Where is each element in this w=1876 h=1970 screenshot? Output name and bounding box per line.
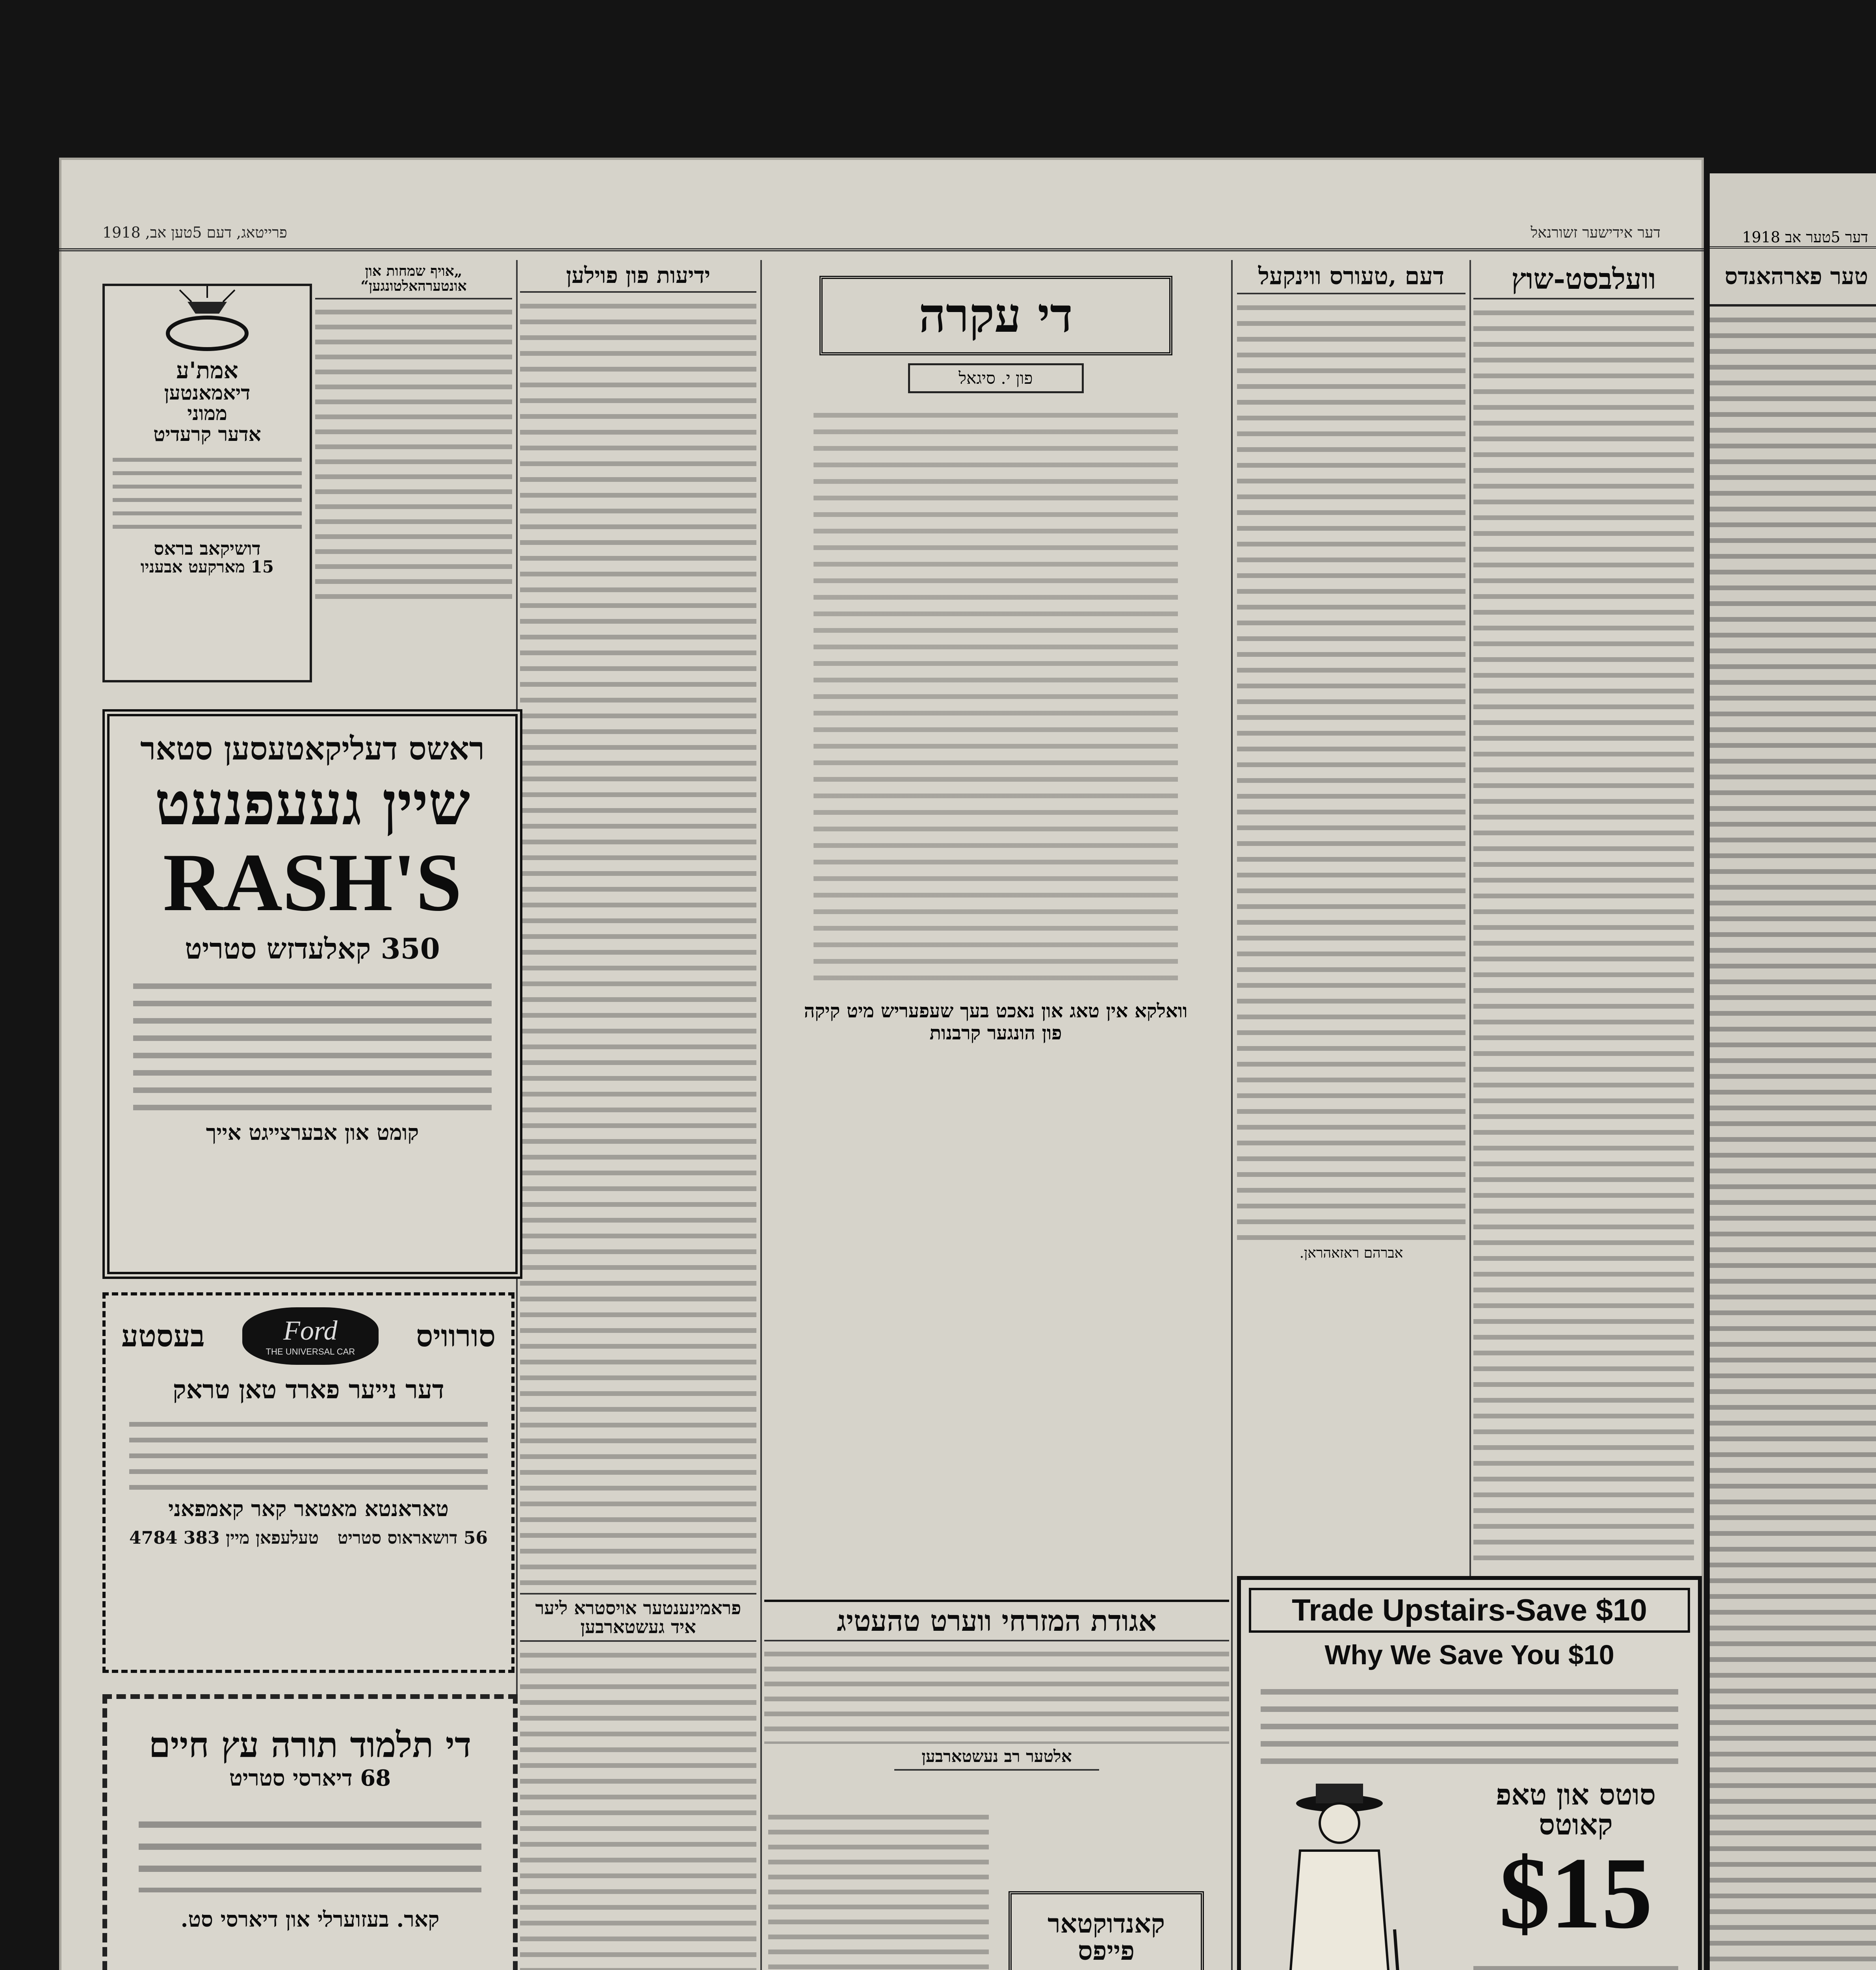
- upstairs-ad-details: [1473, 1955, 1678, 1970]
- column-4: [520, 260, 756, 1970]
- orchestra-headline: פראמינענטער אויסטרא ליער איד געשטארבען: [520, 1593, 756, 1642]
- rash-ad-middle: שיין געעפנעט: [154, 769, 470, 838]
- talmud-torah-ad: [102, 1694, 518, 1970]
- story-byline: פון י. סיגאל: [908, 363, 1084, 393]
- column-2-headline: דעם ‚טעורס ווינקעל: [1237, 260, 1466, 294]
- column-3: [766, 260, 1225, 1592]
- adjacent-page-title: טער פארהאנדס: [1710, 249, 1876, 307]
- rash-ad-bottom: קומט און אבערצייגט אייך: [206, 1119, 419, 1145]
- column-2-author: אברהם ראזאהראן.: [1299, 1245, 1403, 1261]
- story-title: די עקרה: [918, 288, 1073, 343]
- ford-ad-phone: טעלעפאן מיין 383 4784: [129, 1528, 319, 1548]
- column-1-headline: וועלבסט-שוץ: [1473, 260, 1694, 299]
- newspaper-page: [59, 158, 1704, 1970]
- column-4-body: [520, 293, 756, 1593]
- rash-ad-brand: RASH'S: [163, 836, 462, 928]
- rash-ad-address: 350 קאלעדזש סטריט: [185, 932, 440, 965]
- gentleman-figure-icon: [1253, 1780, 1426, 1970]
- upstairs-clothes-ad: [1237, 1576, 1702, 1970]
- mizrahi-subheadline: אלטער רב נעשטארבען: [894, 1744, 1099, 1771]
- upstairs-ad-headline: Trade Upstairs-Save $10: [1249, 1588, 1690, 1633]
- diamond-ad-line1: אמת'ע: [176, 357, 238, 384]
- talmud-ad-title: די תלמוד תורה עץ חיים: [149, 1724, 472, 1765]
- diamond-ad-line4: אדער קרעדיט: [153, 422, 261, 446]
- column-5: [315, 260, 512, 607]
- diamond-ad-line2: דיאמאנטען: [164, 381, 251, 404]
- column-5-body: [315, 299, 512, 607]
- ford-ad-title-right: סורוויס: [416, 1318, 496, 1354]
- masthead-date: פרייטאג, דעם 5טען אב, 1918: [102, 224, 287, 241]
- ford-ad-company: טאראנטא מאטאר קאר קאמפאני: [168, 1496, 449, 1522]
- adjacent-page-strip: [1710, 173, 1876, 1970]
- adjacent-page-date: דער 5טער אב 1918: [1710, 173, 1876, 249]
- upstairs-ad-sub: Why We Save You $10: [1324, 1639, 1614, 1670]
- rash-deli-ad: [102, 709, 522, 1279]
- talmud-ad-footer: קאר. בעזוערלי און דיארסי סט.: [180, 1907, 440, 1932]
- ford-ad-body: [129, 1411, 488, 1490]
- mizrahi-body: [764, 1641, 1229, 1744]
- column-rule: [1231, 260, 1233, 1970]
- ford-truck-ad: [102, 1292, 515, 1673]
- mizrahi-headline: אגודת המזרחי ווערט טהעטיג: [764, 1600, 1229, 1641]
- column-5-headline: „אויף שמחות און אונטערהאלטונגען“: [315, 260, 512, 299]
- diamond-ad-line3: ממוני: [187, 401, 227, 425]
- ford-ad-address: 56 דושאראוס סטריט: [337, 1528, 488, 1548]
- adjacent-page-body: [1710, 307, 1876, 1970]
- talmud-ad-body: [139, 1806, 481, 1892]
- story-body: [814, 401, 1178, 992]
- ford-ad-line: דער נייער פארד טאן טראק: [173, 1375, 444, 1405]
- pedlar-pipes-ad: [1009, 1891, 1204, 1970]
- diamond-ad-address: 15 מארקעט אבעניו: [140, 557, 274, 576]
- masthead-title: דער אידישער זשורנאל: [1531, 224, 1661, 241]
- pedlar-ad-sub: פייפס: [1078, 1935, 1135, 1966]
- ford-ad-title-left: בעסטע: [121, 1318, 205, 1354]
- column-rule: [760, 260, 762, 1970]
- talmud-ad-sub: 68 דיארסי סטריט: [229, 1765, 391, 1792]
- column-4-headline: ידיעות פון פוילען: [520, 260, 756, 293]
- story-title-frame: [819, 276, 1172, 355]
- upstairs-ad-price: $15: [1499, 1836, 1653, 1950]
- upstairs-ad-yiddish: סוטס און טאפ קאוטס: [1496, 1778, 1656, 1841]
- column-2-body: [1237, 294, 1466, 1240]
- story-subheadline: וואלקא אין טאג און נאכט בעך שעפעריש מיט קיקה פון הונגער קרבנות: [804, 1000, 1188, 1044]
- diamond-ad-name: דושיקאב בראס: [154, 538, 261, 559]
- masthead: [59, 217, 1704, 251]
- mizrahi-section: [764, 1600, 1229, 1970]
- diamond-icon: [160, 286, 254, 357]
- ford-logo: Ford THE UNIVERSAL CAR: [242, 1307, 379, 1365]
- rash-ad-top: ראשס דעליקאטעסען סטאר: [140, 730, 485, 767]
- upstairs-ad-body: [1261, 1677, 1678, 1772]
- mizrahi-body-left: [768, 1805, 989, 1970]
- pedlar-ad-title: קאנדוקטאר: [1048, 1908, 1165, 1939]
- diamond-ad: [102, 284, 312, 682]
- diamond-ad-body: [113, 448, 302, 535]
- orchestra-body: [520, 1642, 756, 1970]
- rash-ad-body: [133, 972, 492, 1113]
- column-1-body: [1473, 299, 1694, 1560]
